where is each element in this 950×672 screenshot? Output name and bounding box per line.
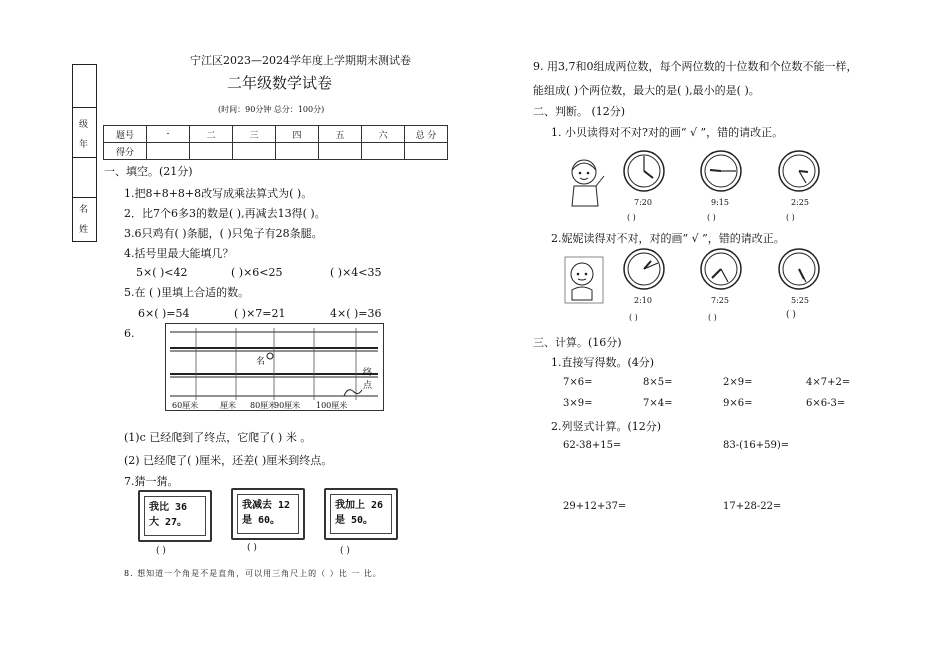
calc-item: 6×6-3= [806, 398, 846, 409]
question-9-line-2: 能组成( )个两位数，最大的是( ),最小的是( )。 [533, 84, 760, 97]
guess-answer-blank[interactable]: ( ) [156, 546, 166, 556]
ruler-mark: 100厘米 [316, 401, 348, 410]
calc-part-2: 2.列竖式计算。(12分) [551, 420, 662, 433]
question-2: 2．比7个6多3的数是( ),再减去13得( )。 [124, 207, 326, 220]
table-cell[interactable] [276, 143, 319, 160]
girl-thinking-icon [564, 256, 604, 304]
table-cell[interactable] [362, 143, 405, 160]
vertical-calc-item: 83-(16+59)= [723, 440, 790, 451]
table-cell: 总 分 [405, 126, 448, 143]
score-table-row [104, 126, 448, 143]
clock-time-label: 2:25 [791, 198, 809, 207]
ruler-figure [165, 323, 384, 411]
vertical-calc-item: 62-38+15= [563, 440, 622, 451]
question-5a: 6×( )=54 [138, 307, 190, 320]
vertical-calc-item: 17+28-22= [723, 501, 782, 512]
clock-time-label: 7:25 [711, 296, 729, 305]
guess-card-text: 我减去 12 是 60。 [237, 494, 299, 534]
judge-1: 1. 小贝读得对不对?对的画“ √ ”，错的请改正。 [551, 126, 784, 139]
calc-item: 9×6= [723, 398, 753, 409]
clock-time-label: 9:15 [711, 198, 729, 207]
table-cell: 五 [319, 126, 362, 143]
answer-blank[interactable]: ( ) [627, 213, 636, 222]
question-5c: 4×( )=36 [330, 307, 382, 320]
clock-time-label: 2:10 [634, 296, 652, 305]
answer-blank[interactable]: ( ) [707, 213, 716, 222]
ruler-name-label: 名 [256, 357, 266, 367]
clock-icon [623, 150, 665, 192]
exam-meta: (时间：90分钟 总分：100分) [218, 105, 325, 114]
question-7: 7.猜一猜。 [124, 475, 179, 488]
question-1: 1.把8+8+8+8改写成乘法算式为( )。 [124, 187, 313, 200]
guess-card-text: 我加上 26 是 50。 [330, 494, 392, 534]
question-4: 4.括号里最大能填几？ [124, 247, 234, 260]
ruler-mark: 90厘米 [274, 401, 301, 410]
guess-card-text: 我比 36 大 27。 [144, 496, 206, 536]
table-cell[interactable] [319, 143, 362, 160]
answer-blank[interactable]: ( ) [786, 213, 795, 222]
table-cell: 四 [276, 126, 319, 143]
calc-item: 2×9= [723, 377, 753, 388]
question-5: 5.在 ( )里填上合适的数。 [124, 286, 250, 299]
calc-item: 8×5= [643, 377, 673, 388]
score-table [103, 125, 448, 160]
question-6b: (2) 已经爬了( )厘米，还差( )厘米到终点。 [124, 454, 333, 467]
judge-2: 2.妮妮读得对不对，对的画“ √ ”，错的请改正。 [551, 232, 785, 245]
ruler-mark: 厘米 [220, 401, 236, 410]
guess-answer-blank[interactable]: ( ) [247, 543, 257, 553]
snail-icon [344, 390, 362, 396]
table-cell[interactable] [147, 143, 190, 160]
question-3: 3.6只鸡有( )条腿，( )只兔子有28条腿。 [124, 227, 323, 240]
section-2-heading: 二、判断。 (12分) [533, 105, 626, 118]
calc-item: 3×9= [563, 398, 593, 409]
table-cell[interactable] [405, 143, 448, 160]
guess-card-3 [324, 488, 398, 540]
guess-answer-blank[interactable]: ( ) [340, 546, 350, 556]
clock-icon [778, 150, 820, 192]
clock-icon [700, 150, 742, 192]
calc-item: 4×7+2= [806, 377, 851, 388]
clock-icon [700, 248, 742, 290]
ruler-end-label-1: 终 [363, 368, 373, 378]
calc-item: 7×4= [643, 398, 673, 409]
answer-blank[interactable]: ( ) [786, 310, 796, 320]
table-cell[interactable] [233, 143, 276, 160]
table-cell: 题号 [104, 126, 147, 143]
question-4b: ( )×6<25 [231, 266, 283, 279]
guess-card-1 [138, 490, 212, 542]
ruler-end-label-2: 点 [363, 381, 373, 391]
ruler-mark: 80厘米 [250, 401, 277, 410]
answer-blank[interactable]: ( ) [629, 313, 638, 322]
question-5b: ( )×7=21 [234, 307, 286, 320]
table-cell: - [147, 126, 190, 143]
clock-time-label: 7:20 [634, 198, 652, 207]
school-line: 宁江区2023—2024学年度上学期期末测试卷 [190, 54, 411, 67]
binding-strip [72, 64, 97, 242]
guess-card-2 [231, 488, 305, 540]
table-cell: 三 [233, 126, 276, 143]
clock-icon [778, 248, 820, 290]
calc-part-1: 1.直接写得数。(4分) [551, 356, 655, 369]
clock-icon [623, 248, 665, 290]
girl-reading-icon [566, 156, 608, 208]
score-table-row [104, 143, 448, 160]
ruler-diagram [166, 324, 383, 410]
calc-item: 7×6= [563, 377, 593, 388]
section-3-heading: 三、计算。(16分) [533, 336, 622, 349]
binding-grade-label: 级 [79, 120, 89, 130]
table-cell: 二 [190, 126, 233, 143]
clock-time-label: 5:25 [791, 296, 809, 305]
question-6a: (1)c 已经爬到了终点，它爬了( ) 米 。 [124, 431, 312, 444]
question-4a: 5×( )<42 [136, 266, 188, 279]
binding-year-label: 年 [79, 140, 89, 150]
question-4c: ( )×4<35 [330, 266, 382, 279]
binding-name-label: 名 [79, 205, 89, 215]
vertical-calc-item: 29+12+37= [563, 501, 627, 512]
binding-surname-label: 姓 [79, 225, 89, 235]
table-cell: 六 [362, 126, 405, 143]
question-9-line-1: 9. 用3,7和0组成两位数，每个两位数的十位数和个位数不能一样， [533, 60, 858, 73]
question-8: 8. 想知道一个角是不是直角，可以用三角尺上的（ ）比 一 比。 [124, 569, 382, 578]
table-cell: 得分 [104, 143, 147, 160]
page-title: 二年级数学试卷 [227, 74, 333, 92]
table-cell[interactable] [190, 143, 233, 160]
answer-blank[interactable]: ( ) [708, 313, 717, 322]
ruler-mark: 60厘米 [172, 401, 199, 410]
question-6: 6. [124, 327, 135, 340]
section-1-heading: 一、填空。(21分) [104, 165, 193, 178]
bug-icon [267, 353, 273, 359]
